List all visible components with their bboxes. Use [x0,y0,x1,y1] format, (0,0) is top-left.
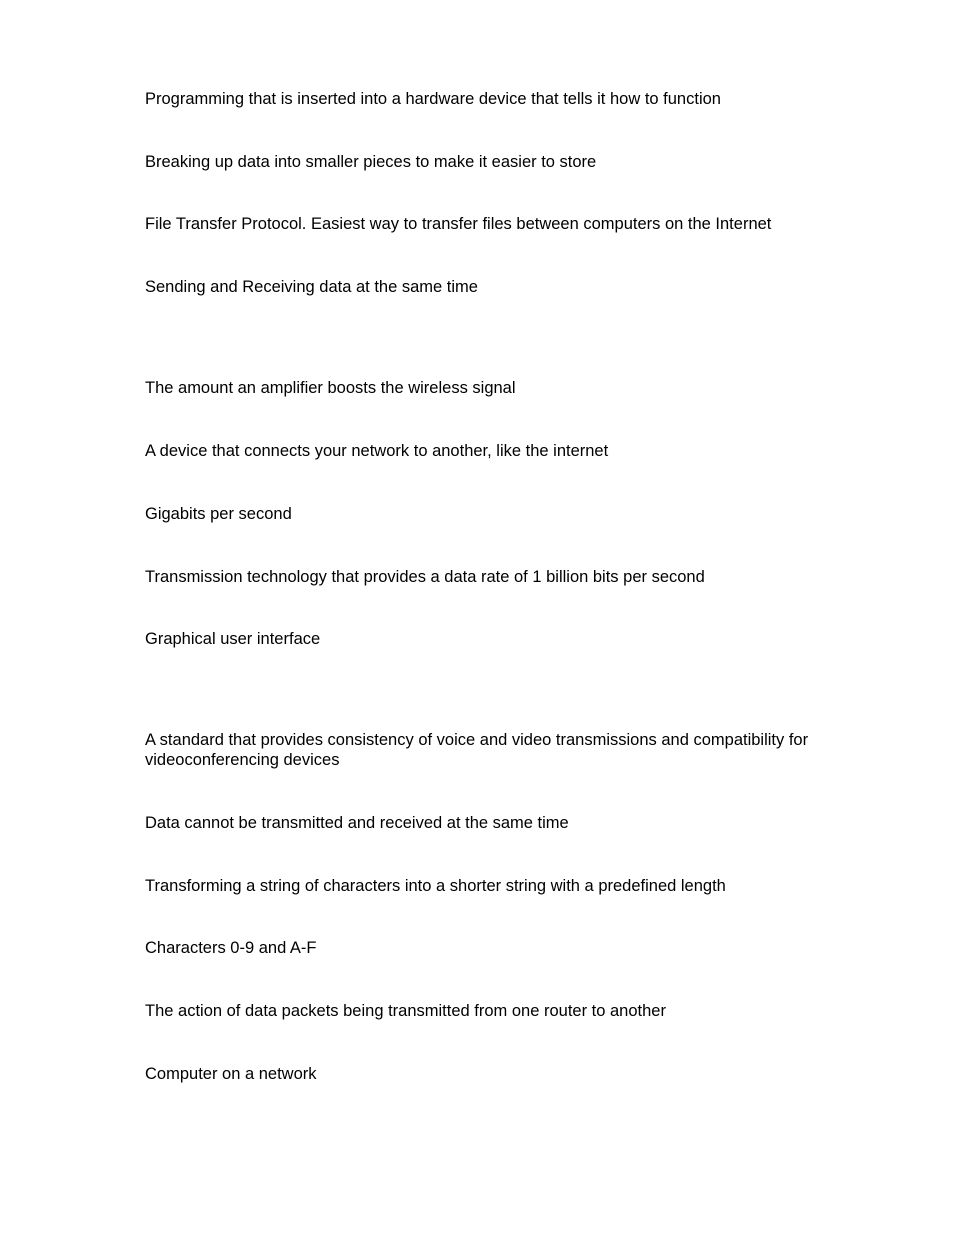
definition-text: Transmission technology that provides a data rate of 1 billion bits per second [145,568,705,586]
definition-text: A device that connects your network to another, like the internet [145,442,609,460]
definition-text: File Transfer Protocol. Easiest way to transfer files between computers on the Internet [145,215,772,233]
definition-text: The action of data packets being transmitted from one router to another [145,1002,666,1020]
definition-text: Gigabits per second [145,505,292,523]
definition-text: Sending and Receiving data at the same time [145,278,478,296]
definition-text: Programming that is inserted into a hardware device that tells it how to function [145,90,721,108]
definition-text: A standard that provides consistency of voice and video transmissions and compatibility for videoconferencing devices [145,731,809,769]
definition-text: Data cannot be transmitted and received at the same time [145,814,569,832]
definition-text: Transforming a string of characters into a shorter string with a predefined length [145,877,726,895]
definition-text: Characters 0-9 and A-F [145,939,317,957]
definition-text: Graphical user interface [145,630,321,648]
definition-text: Breaking up data into smaller pieces to make it easier to store [145,153,597,171]
definition-text: Computer on a network [145,1065,317,1083]
definition-text: The amount an amplifier boosts the wireless signal [145,379,516,397]
